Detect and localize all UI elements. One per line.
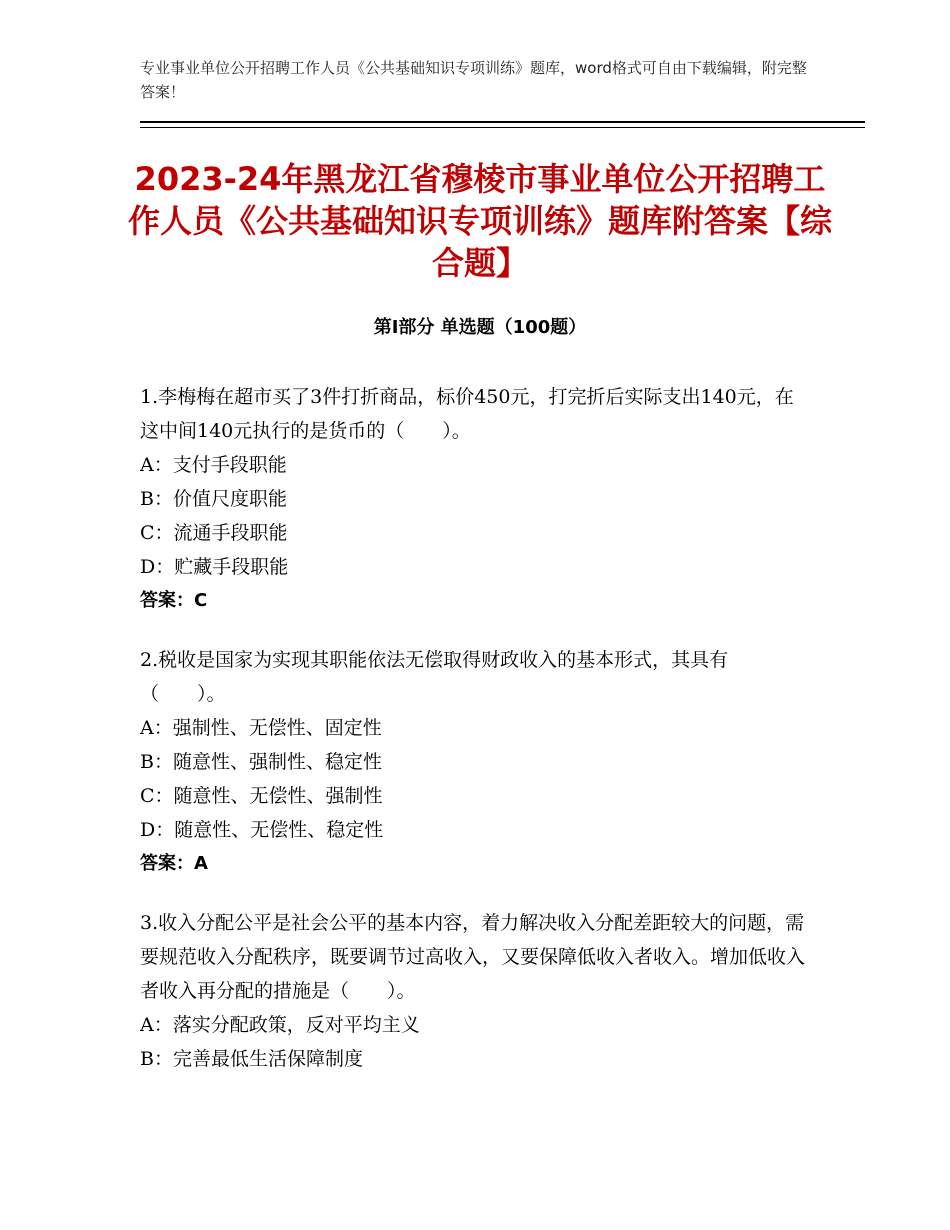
question-text: 1.李梅梅在超市买了3件打折商品，标价450元，打完折后实际支出140元，在这中间140元执行的是货币的（ ）。 <box>140 386 794 442</box>
option-b: B：完善最低生活保障制度 <box>140 1048 363 1070</box>
option-a: A：强制性、无偿性、固定性 <box>140 717 382 739</box>
header-note: 专业事业单位公开招聘工作人员《公共基础知识专项训练》题库，word格式可自由下载编辑，附完整答案！ <box>140 59 807 101</box>
option-c: C：流通手段职能 <box>140 522 288 544</box>
question-1 <box>140 380 805 618</box>
option-b: B：价值尺度职能 <box>140 488 287 510</box>
question-3 <box>140 906 805 1076</box>
option-c: C：随意性、无偿性、强制性 <box>140 785 383 807</box>
option-a: A：落实分配政策，反对平均主义 <box>140 1014 420 1036</box>
question-2 <box>140 643 805 881</box>
question-list <box>140 380 805 1101</box>
question-text: 3.收入分配公平是社会公平的基本内容，着力解决收入分配差距较大的问题，需要规范收入分配秩序，既要调节过高收入，又要保障低收入者收入。增加低收入者收入再分配的措施是（ ）。 <box>140 912 806 1002</box>
answer: 答案：C <box>140 590 208 611</box>
document-title: 2023-24年黑龙江省穆棱市事业单位公开招聘工作人员《公共基础知识专项训练》题库附答案【综合题】 <box>127 160 832 282</box>
option-a: A：支付手段职能 <box>140 454 287 476</box>
section-heading: 第Ⅰ部分 单选题（100题） <box>373 317 587 338</box>
option-d: D：贮藏手段职能 <box>140 556 289 578</box>
option-b: B：随意性、强制性、稳定性 <box>140 751 382 773</box>
header-divider-thick <box>140 121 865 123</box>
question-text: 2.税收是国家为实现其职能依法无偿取得财政收入的基本形式，其具有（ ）。 <box>140 649 729 705</box>
header-divider-thin <box>140 127 865 128</box>
option-d: D：随意性、无偿性、稳定性 <box>140 819 384 841</box>
answer: 答案：A <box>140 853 208 874</box>
